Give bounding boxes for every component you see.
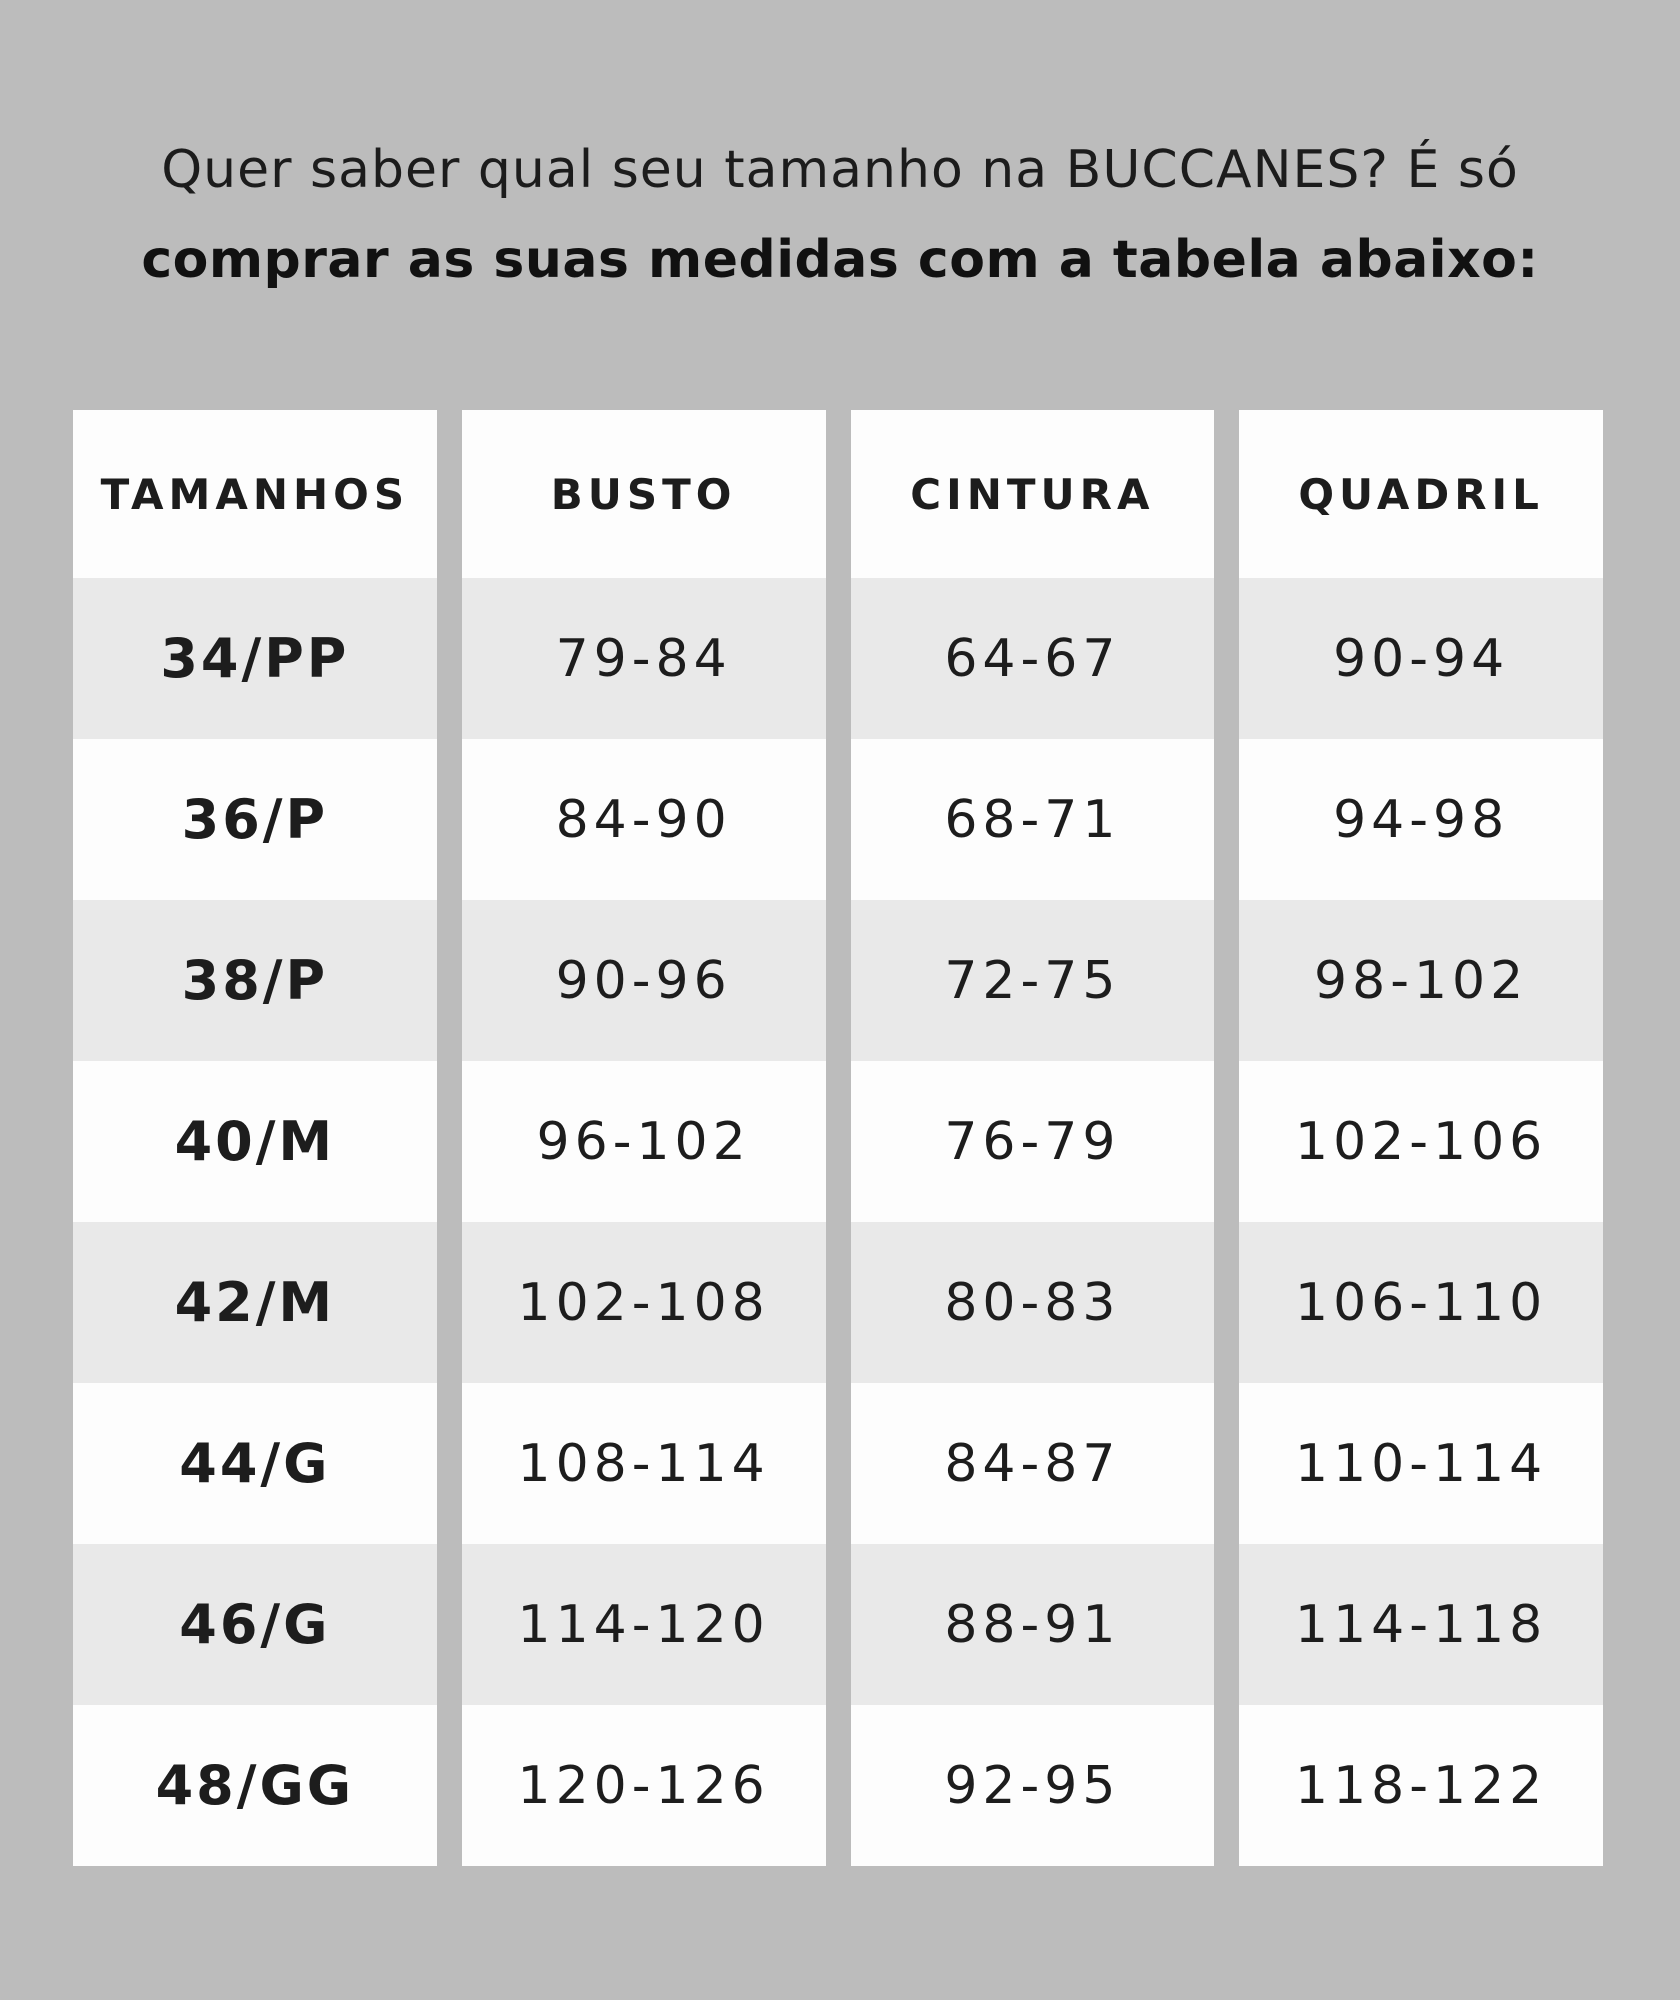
cintura-cell: 88-91 bbox=[851, 1544, 1215, 1705]
quadril-cell: 114-118 bbox=[1239, 1544, 1603, 1705]
quadril-cell: 94-98 bbox=[1239, 739, 1603, 900]
page-title-line-2: comprar as suas medidas com a tabela abaixo: bbox=[141, 230, 1539, 290]
busto-cell: 120-126 bbox=[462, 1705, 826, 1866]
quadril-cell: 90-94 bbox=[1239, 578, 1603, 739]
quadril-cell: 106-110 bbox=[1239, 1222, 1603, 1383]
page-title-line-1: Quer saber qual seu tamanho na BUCCANES? É só bbox=[161, 140, 1519, 200]
cintura-cell: 68-71 bbox=[851, 739, 1215, 900]
size-cell: 46/G bbox=[73, 1544, 437, 1705]
column-header-tamanhos: TAMANHOS bbox=[73, 410, 437, 578]
busto-cell: 79-84 bbox=[462, 578, 826, 739]
busto-cell: 90-96 bbox=[462, 900, 826, 1061]
size-cell: 48/GG bbox=[73, 1705, 437, 1866]
quadril-cell: 98-102 bbox=[1239, 900, 1603, 1061]
column-header-quadril: QUADRIL bbox=[1239, 410, 1603, 578]
busto-cell: 108-114 bbox=[462, 1383, 826, 1544]
quadril-cell: 118-122 bbox=[1239, 1705, 1603, 1866]
cintura-cell: 84-87 bbox=[851, 1383, 1215, 1544]
size-cell: 38/P bbox=[73, 900, 437, 1061]
size-cell: 44/G bbox=[73, 1383, 437, 1544]
cintura-cell: 80-83 bbox=[851, 1222, 1215, 1383]
size-cell: 40/M bbox=[73, 1061, 437, 1222]
size-cell: 42/M bbox=[73, 1222, 437, 1383]
size-table bbox=[73, 410, 1603, 1866]
size-cell: 34/PP bbox=[73, 578, 437, 739]
busto-cell: 102-108 bbox=[462, 1222, 826, 1383]
busto-cell: 84-90 bbox=[462, 739, 826, 900]
quadril-cell: 110-114 bbox=[1239, 1383, 1603, 1544]
cintura-cell: 92-95 bbox=[851, 1705, 1215, 1866]
busto-cell: 96-102 bbox=[462, 1061, 826, 1222]
page-title bbox=[0, 138, 1680, 291]
column-header-cintura: CINTURA bbox=[851, 410, 1215, 578]
cintura-cell: 76-79 bbox=[851, 1061, 1215, 1222]
column-header-busto: BUSTO bbox=[462, 410, 826, 578]
quadril-cell: 102-106 bbox=[1239, 1061, 1603, 1222]
size-cell: 36/P bbox=[73, 739, 437, 900]
busto-cell: 114-120 bbox=[462, 1544, 826, 1705]
cintura-cell: 64-67 bbox=[851, 578, 1215, 739]
cintura-cell: 72-75 bbox=[851, 900, 1215, 1061]
